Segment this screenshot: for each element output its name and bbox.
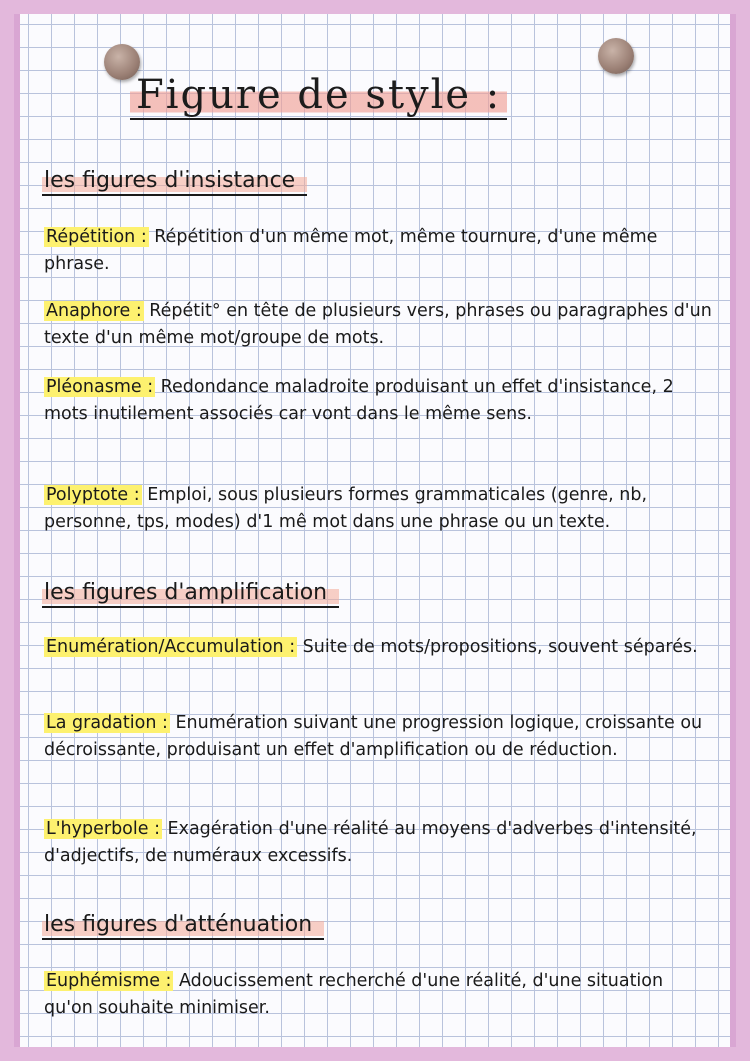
definition-text: Répétition d'un même mot, même tournure, d'une même phrase.	[44, 227, 658, 274]
section-heading-insistance: les figures d'insistance	[42, 168, 307, 193]
term-highlight: La gradation :	[46, 713, 168, 733]
section-heading-attenuation: les figures d'atténuation	[42, 912, 324, 937]
definition-text: Enumération suivant une progression logique, croissante ou décroissante, produisant un effet d'amplification ou de réduction.	[44, 713, 703, 760]
page-title: Figure de style :	[130, 72, 600, 118]
definition-text: Redondance maladroite produisant un effet d'insistance, 2 mots inutilement associés car vont dans le même sens.	[44, 377, 674, 424]
definition-text: Exagération d'une réalité au moyens d'adverbes d'intensité, d'adjectifs, de numéraux excessifs.	[44, 819, 697, 866]
entry-euphemisme	[44, 968, 712, 1022]
entry-anaphore	[44, 298, 712, 352]
term-highlight: Enumération/Accumulation :	[46, 637, 296, 657]
entry-pleonasme	[44, 374, 712, 428]
term-highlight: L'hyperbole :	[46, 819, 160, 839]
term-highlight: Polyptote :	[46, 485, 140, 505]
term-highlight: Euphémisme :	[46, 971, 172, 991]
term-highlight: Pléonasme :	[46, 377, 154, 397]
section-heading-amplification: les figures d'amplification	[42, 580, 339, 605]
definition-text: Répétit° en tête de plusieurs vers, phrases ou paragraphes d'un texte d'un même mot/groupe de mots.	[44, 301, 712, 348]
entry-polyptote	[44, 482, 712, 536]
entry-enumeration	[44, 634, 712, 661]
term-highlight: Anaphore :	[46, 301, 142, 321]
definition-text: Emploi, sous plusieurs formes grammaticales (genre, nb, personne, tps, modes) d'1 mê mot dans une phrase ou un texte.	[44, 485, 648, 532]
entry-repetition	[44, 224, 712, 278]
term-highlight: Répétition :	[46, 227, 147, 247]
pushpin-icon	[598, 38, 634, 74]
entry-gradation	[44, 710, 712, 764]
entry-hyperbole	[44, 816, 712, 870]
definition-text: Adoucissement recherché d'une réalité, d'une situation qu'on souhaite minimiser.	[44, 971, 664, 1018]
definition-text: Suite de mots/propositions, souvent séparés.	[297, 637, 698, 657]
